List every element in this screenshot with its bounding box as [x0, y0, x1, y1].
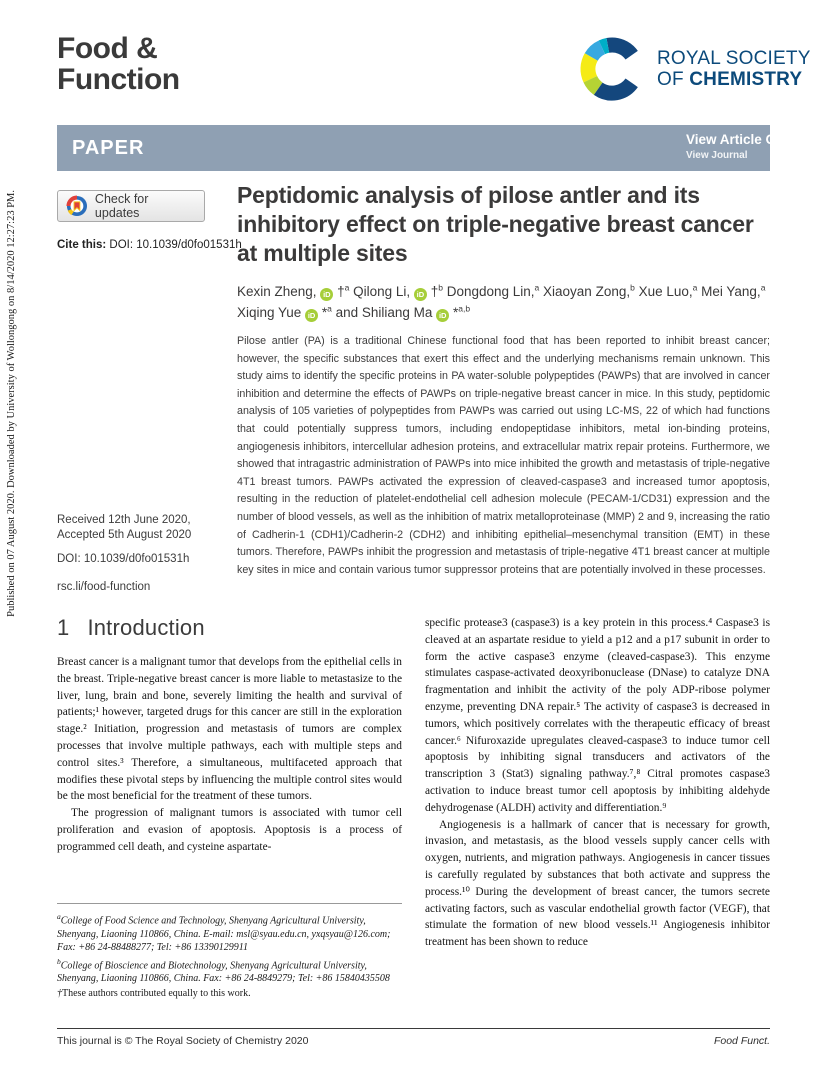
journal-name-line1: Food & — [57, 32, 158, 65]
journal-abbreviation: Food Funct. — [713, 1035, 770, 1047]
affiliation-footnote: $^b$College of Bioscience and Biotechnology, Shenyang Agricultural University, Shenyang, Liaoning 110866, China. Fax: +86 24-8849279; Tel: +86 15840435508 — [57, 956, 390, 985]
author: Xiaoyan Zong,$^b$ — [543, 282, 635, 299]
cite-this-line — [57, 239, 242, 251]
article-type-label: PAPER — [72, 137, 145, 159]
body-paragraph: The progression of malignant tumors is associated with tumor cell proliferation and evasion of apoptosis. Apoptosis is a process of programmed cell death, and cysteine aspartate- — [57, 807, 402, 853]
publisher-name — [657, 48, 811, 91]
orcid-icon[interactable]: iD — [305, 309, 318, 322]
check-for-updates-label: Check for updates — [94, 192, 149, 220]
section-heading — [57, 615, 402, 641]
affiliation-sup: a — [327, 303, 332, 314]
author: Xiqing Yue iD *$^a$ — [237, 305, 332, 320]
accepted-date: Accepted 5th August 2020 — [57, 528, 192, 541]
copyright-text: This journal is © The Royal Society of Chemistry 2020 — [57, 1035, 309, 1047]
orcid-icon[interactable]: iD — [320, 288, 333, 301]
publisher-name-line1: ROYAL SOCIETY — [657, 47, 811, 69]
body-paragraph: specific protease3 (caspase3) is a key protein in this process.⁴ Caspase3 is cleaved at an aspartate residue to yield a p12 and a p17 subunit in order to form the active caspase3 enzyme (cleaved-caspase3). This enzyme stimulates caspase-activated deoxyribonuclease (DNase) to catalyze DNA fragmentation and inhibit the activity of the poly ADP-ribose polymer enzyme, preventing DNA repair.⁵ The activity of caspase3 is decreased in tumors, which positively correlates with the therapeutic efficacy of breast cancer.⁶ Nifuroxazide upregulates cleaved-caspase3 to induce tumor cell apoptosis by inhibiting signal transducers and activators of the transcription 3 (Stat3) signaling pathway.⁷,⁸ Citral promotes caspase3 activation to induce breast tumor cell apoptosis by inhibiting aldehyde dehydrogenase (ALDH) activity and differentiation.⁹ — [425, 617, 770, 814]
affiliation-sup: a,b — [458, 303, 471, 314]
publication-info — [57, 513, 227, 595]
journal-masthead — [57, 34, 180, 96]
journal-url-link[interactable]: rsc.li/food-function — [57, 580, 151, 593]
author: Xue Luo,$^a$ — [638, 282, 698, 299]
author: Kexin Zheng, iD †$^a$ — [237, 284, 349, 299]
affiliation-sup: b — [438, 282, 443, 292]
left-column — [57, 615, 402, 856]
affiliation-footnote: $^a$College of Food Science and Technology, Shenyang Agricultural University, Shenyang, Liaoning 110866, China. E-mail: msl@syau.edu.cn, yxqsyau@126.com; Fax: +86 24-88488277; Tel: +86 13390129911 — [57, 912, 391, 954]
orcid-icon[interactable]: iD — [414, 288, 427, 301]
publisher-logo — [576, 33, 811, 105]
author: Qilong Li, iD †$^b$ — [353, 284, 443, 299]
download-statement-text: Published on 07 August 2020. Downloaded by University of Wollongong on 8/14/2020 12:27:23 PM. — [5, 189, 17, 617]
author: Dongdong Lin,$^a$ — [446, 282, 540, 299]
abstract-text: Pilose antler (PA) is a traditional Chinese functional food that has been reported to inhibit breast cancer; however, the specific substances that exert this effect and the underlying mechanisms remain unknown. This study aims to identify the specific proteins in PA water-soluble polypeptides (PAWPs) that are involved in cancer inhibition and determine the effects of PAWPs on triple-negative breast cancer in mice. In this study, peptidomic analysis of 105 varieties of polypeptides from PAWPs was carried out using LC-MS, 22 of which had functions that could potentially suppress tumors, including endopeptidase inhibitors, metal ion-binding proteins, angiogenesis inhibitors, intercellular adhesion proteins, and extracellular matrix repair proteins. Furthermore, we showed that intragastric administration of PAWPs into mice inhibited the growth and metastasis of triple-negative 4T1 breast tumors. PAWPs activated the expression of cleaved-caspase3 and increased tumor apoptosis, resulting in the reduction of platelet-endothelial cell adhesion molecule (PECAM-1/CD31) expression and the number of blood vessels, as well as the inhibition of matrix metalloproteinase (MMP) 2 and 9, increasing the ratio of Cadherin-1 (CDH1)/Cadherin-2 (CDH2) and inhibiting epithelial–mesenchymal transition (EMT) in these tumors. Therefore, PAWPs inhibit the progression and metastasis of triple-negative 4T1 breast cancer at multiple key sites in mice and contain various tumor suppressor proteins that are potentially involved in these processes. — [237, 335, 770, 576]
publisher-name-line2: OF CHEMISTRY — [657, 69, 803, 90]
author: Mei Yang,$^a$ — [701, 282, 766, 299]
article-title: Peptidomic analysis of pilose antler and its inhibitory effect on triple-negative breast cancer at multiple sites — [237, 182, 754, 267]
doi-text: DOI: 10.1039/d0fo01531h — [57, 552, 190, 565]
journal-name-line2: Function — [57, 62, 180, 96]
cite-this-label: Cite this: — [57, 239, 107, 251]
orcid-icon[interactable]: iD — [436, 309, 449, 322]
section-title: Introduction — [87, 615, 205, 640]
page-footer — [57, 1028, 770, 1047]
body-paragraph: Breast cancer is a malignant tumor that develops from the epithelial cells in the breast. Triple-negative breast cancer is more liable to metastasize to the liver, lung, brain and bone, severely limiting the health and survival of patients;¹ however, targeted drugs for this cancer are still in the exploration stage.² Initiation, progression and metastasis of tumors are complex processes that involve multiple pathways, each with multiple steps and control sites.³ Therefore, a simultaneous, multifaceted approach that modifies these pivotal steps by influencing the multiple control sites would be the most beneficial for the treatment of these tumors. — [57, 656, 402, 803]
affiliation-sup: a — [344, 282, 350, 292]
equal-contribution-footnote: †These authors contributed equally to this work. — [57, 987, 251, 999]
article-type-banner — [57, 125, 808, 171]
check-for-updates-button[interactable] — [57, 190, 205, 222]
author: and Shiliang Ma iD *$^{a,b}$ — [336, 305, 470, 320]
rsc-c-icon — [576, 33, 648, 105]
view-journal-link[interactable]: View Journal — [686, 150, 748, 161]
cite-this-doi: DOI: 10.1039/d0fo01531h — [109, 239, 242, 251]
banner-links — [686, 132, 826, 161]
right-column — [425, 615, 770, 951]
section-number: 1 — [57, 615, 70, 640]
body-paragraph: Angiogenesis is a hallmark of cancer that is necessary for growth, invasion, and metastasis, as the blood vessels supply cancer cells with oxygen, nutrients, and migration pathways. Angiogenesis in cancer tissues is carefully regulated by substances that both activate and suppress the process.¹⁰ During the development of breast cancer, the tumors secrete activating factors, such as vascular endothelial growth factor (VEGF), that stimulate the formation of new blood vessels.¹¹ Angiogenesis inhibitor treatment has been shown to reduce — [425, 818, 770, 949]
affiliation-sup: a — [692, 282, 698, 292]
footnotes — [57, 903, 402, 1000]
affiliation-sup: b — [630, 282, 635, 292]
affiliation-sup: a — [760, 282, 766, 292]
crossmark-icon — [66, 195, 88, 217]
author-list — [237, 281, 777, 324]
view-article-online-link[interactable]: View Article Online — [686, 132, 808, 147]
received-date: Received 12th June 2020, — [57, 514, 191, 526]
affiliation-sup: a — [534, 282, 540, 292]
download-statement — [1, 148, 21, 658]
